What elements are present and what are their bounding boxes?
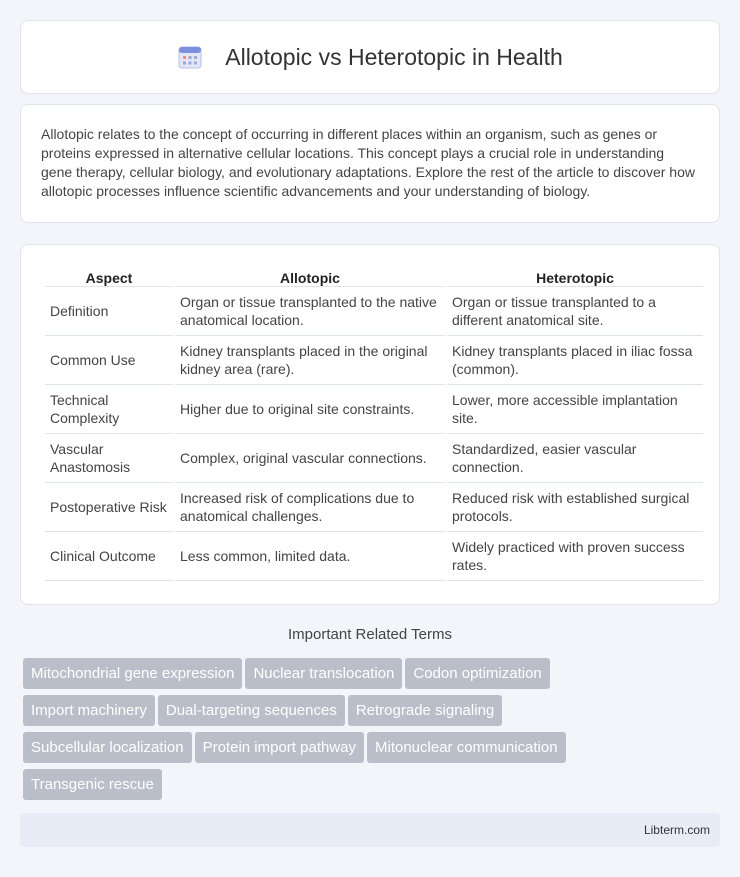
allotopic-cell: Complex, original vascular connections. xyxy=(175,434,445,483)
heterotopic-cell: Kidney transplants placed in iliac fossa (common). xyxy=(447,336,703,385)
term-tag[interactable]: Protein import pathway xyxy=(195,732,364,763)
term-tag[interactable]: Retrograde signaling xyxy=(348,695,502,726)
page-title: Allotopic vs Heterotopic in Health xyxy=(225,43,563,70)
footer xyxy=(20,813,720,847)
allotopic-cell: Organ or tissue transplanted to the native anatomical location. xyxy=(175,287,445,336)
term-tag[interactable]: Dual-targeting sequences xyxy=(158,695,345,726)
header-card xyxy=(20,20,720,94)
intro-card xyxy=(20,104,720,223)
header-heterotopic: Heterotopic xyxy=(447,265,703,287)
aspect-cell: Clinical Outcome xyxy=(45,532,173,581)
header-aspect: Aspect xyxy=(45,265,173,287)
aspect-cell: Postoperative Risk xyxy=(45,483,173,532)
aspect-cell: Definition xyxy=(45,287,173,336)
term-tag[interactable]: Nuclear translocation xyxy=(245,658,402,689)
related-terms-list xyxy=(23,658,723,806)
term-tag[interactable]: Mitochondrial gene expression xyxy=(23,658,242,689)
allotopic-cell: Less common, limited data. xyxy=(175,532,445,581)
table-header-row xyxy=(45,265,703,287)
heterotopic-cell: Reduced risk with established surgical protocols. xyxy=(447,483,703,532)
comparison-table xyxy=(43,265,705,581)
header-allotopic: Allotopic xyxy=(175,265,445,287)
calendar-icon xyxy=(177,44,203,70)
allotopic-cell: Kidney transplants placed in the original kidney area (rare). xyxy=(175,336,445,385)
term-tag[interactable]: Subcellular localization xyxy=(23,732,192,763)
intro-text: Allotopic relates to the concept of occurring in different places within an organism, such as genes or proteins expressed in alternative cellular locations. This concept plays a crucial role in understanding gene therapy, cellular biology, and evolutionary adaptations. Explore the rest of the article to discover how allotopic processes influence scientific advancements and your understanding of biology. xyxy=(41,126,695,199)
table-row xyxy=(45,336,703,385)
heterotopic-cell: Standardized, easier vascular connection. xyxy=(447,434,703,483)
table-row xyxy=(45,434,703,483)
term-tag[interactable]: Transgenic rescue xyxy=(23,769,162,800)
aspect-cell: Common Use xyxy=(45,336,173,385)
footer-brand-link[interactable]: Libterm.com xyxy=(643,823,710,837)
table-row xyxy=(45,287,703,336)
table-row xyxy=(45,385,703,434)
heterotopic-cell: Organ or tissue transplanted to a different anatomical site. xyxy=(447,287,703,336)
heterotopic-cell: Widely practiced with proven success rates. xyxy=(447,532,703,581)
table-row xyxy=(45,532,703,581)
heterotopic-cell: Lower, more accessible implantation site. xyxy=(447,385,703,434)
term-tag[interactable]: Mitonuclear communication xyxy=(367,732,566,763)
aspect-cell: Technical Complexity xyxy=(45,385,173,434)
allotopic-cell: Increased risk of complications due to anatomical challenges. xyxy=(175,483,445,532)
term-tag[interactable]: Codon optimization xyxy=(405,658,549,689)
allotopic-cell: Higher due to original site constraints. xyxy=(175,385,445,434)
comparison-card xyxy=(20,244,720,605)
aspect-cell: Vascular Anastomosis xyxy=(45,434,173,483)
term-tag[interactable]: Import machinery xyxy=(23,695,155,726)
table-row xyxy=(45,483,703,532)
related-terms-title: Important Related Terms xyxy=(288,626,452,643)
